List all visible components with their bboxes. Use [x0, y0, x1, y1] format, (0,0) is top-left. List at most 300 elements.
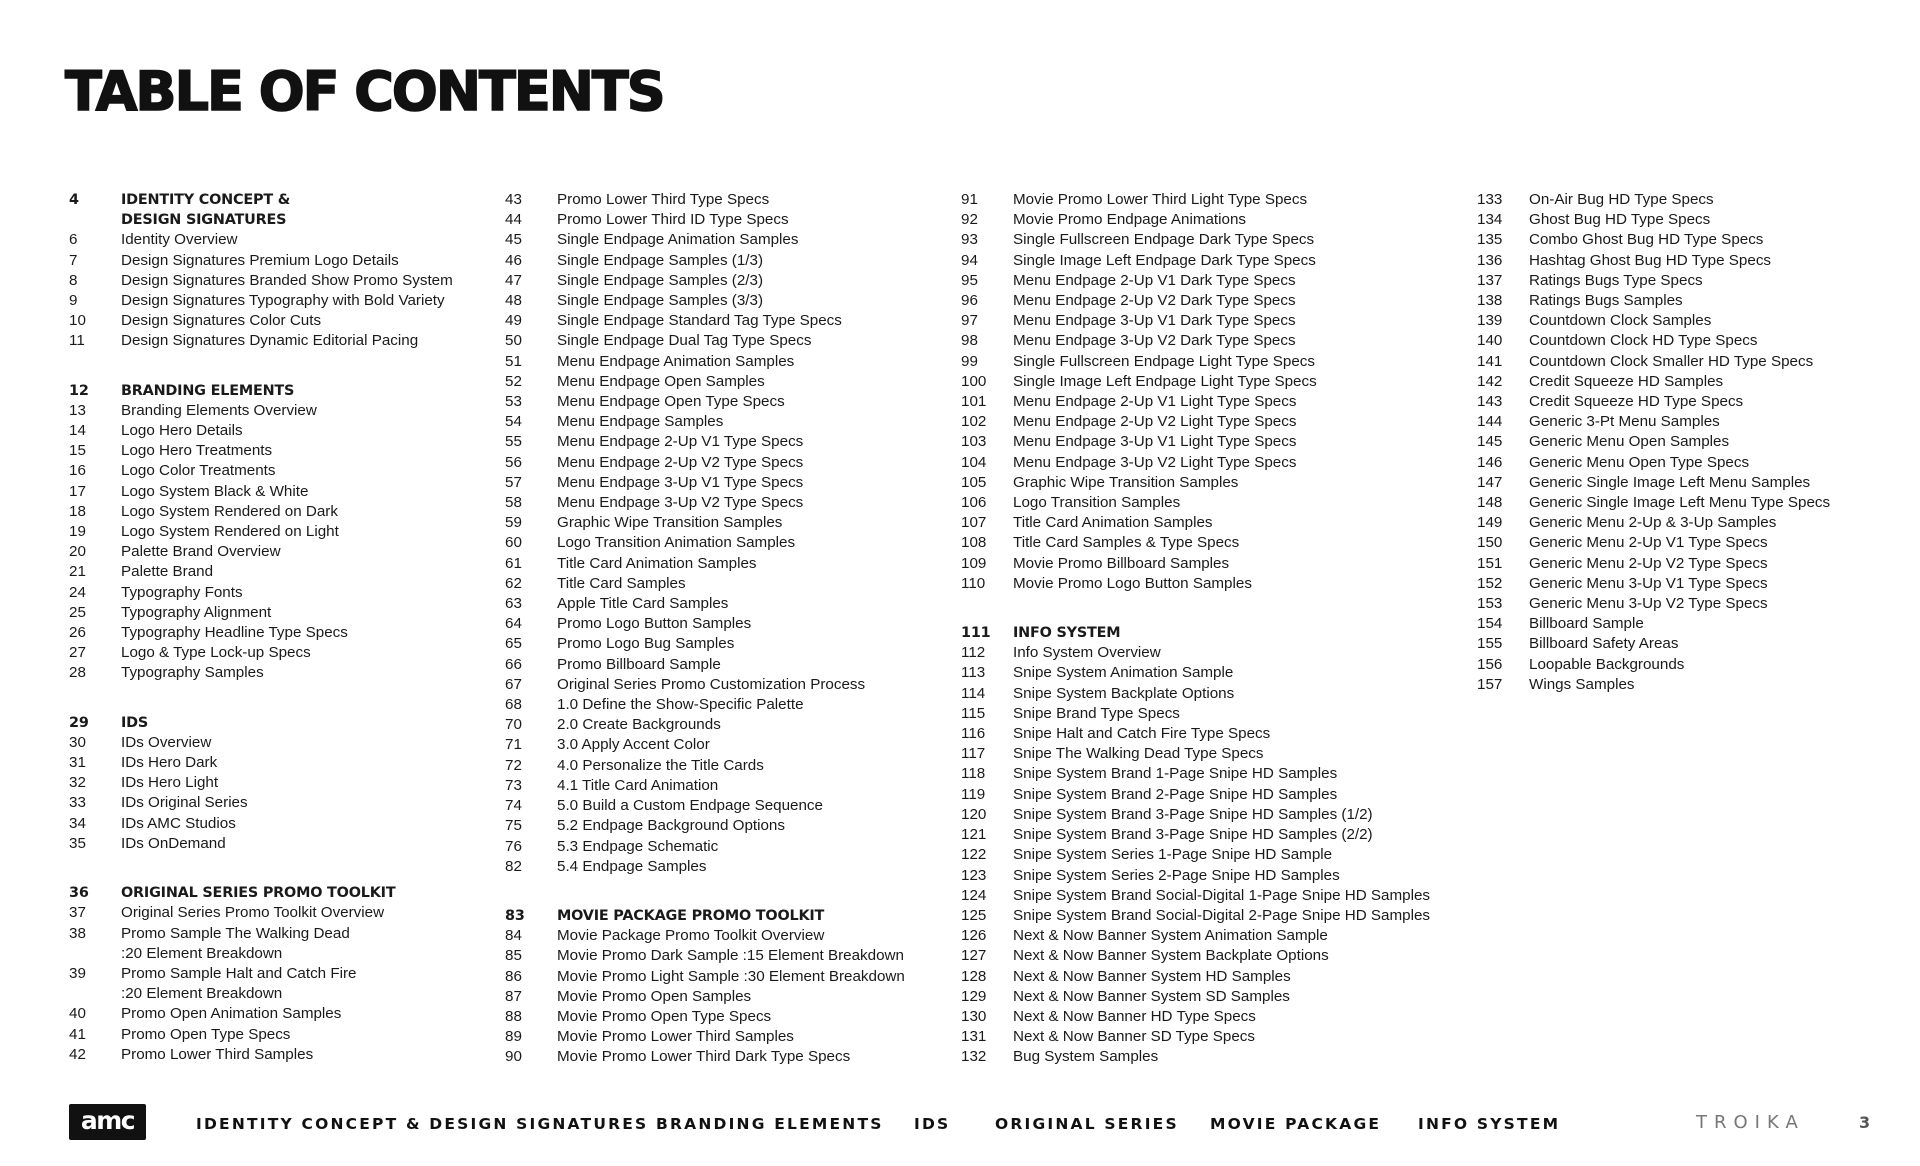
toc-entry[interactable]	[505, 655, 905, 675]
toc-entry[interactable]	[961, 190, 1430, 210]
toc-page-number: 26	[69, 624, 86, 642]
toc-entry[interactable]	[505, 210, 905, 230]
toc-page-number: 71	[505, 736, 522, 754]
toc-entry[interactable]	[505, 926, 905, 946]
toc-entry[interactable]	[961, 352, 1430, 372]
toc-entry[interactable]	[69, 814, 453, 834]
toc-entry[interactable]	[505, 756, 905, 776]
toc-entry[interactable]	[961, 724, 1430, 744]
toc-entry-title: Movie Promo Open Type Specs	[557, 1007, 772, 1025]
toc-entry[interactable]	[69, 964, 453, 1004]
toc-page-number: 93	[961, 231, 978, 249]
toc-entry-title: Graphic Wipe Transition Samples	[1013, 473, 1239, 491]
toc-entry[interactable]	[69, 643, 453, 663]
toc-page-number: 12	[69, 382, 89, 399]
toc-entry[interactable]	[1477, 432, 1830, 452]
toc-entry-title: 4.0 Personalize the Title Cards	[557, 756, 764, 774]
toc-entry-title: 4.1 Title Card Animation	[557, 776, 719, 794]
toc-page-number: 90	[505, 1048, 522, 1066]
toc-entry[interactable]	[69, 583, 453, 603]
toc-entry[interactable]	[505, 392, 905, 412]
toc-entry[interactable]	[505, 634, 905, 654]
toc-entry-title: Title Card Samples & Type Specs	[1013, 534, 1240, 552]
toc-entry[interactable]	[505, 271, 905, 291]
toc-entry-title: Promo Open Type Specs	[121, 1025, 291, 1043]
toc-page-number: 56	[505, 453, 522, 471]
toc-page-number: 87	[505, 987, 522, 1005]
toc-page-number: 121	[961, 826, 987, 844]
toc-page-number: 53	[505, 393, 522, 411]
toc-entry[interactable]	[961, 946, 1430, 966]
toc-entry-title: Menu Endpage 3-Up V2 Light Type Specs	[1013, 453, 1297, 471]
toc-entry[interactable]	[961, 311, 1430, 331]
nav-identity[interactable]: IDENTITY CONCEPT & DESIGN SIGNATURES	[196, 1115, 649, 1133]
toc-entry[interactable]	[69, 461, 453, 481]
toc-entry[interactable]	[1477, 291, 1830, 311]
toc-entry[interactable]	[961, 513, 1430, 533]
toc-page-number: 152	[1477, 574, 1503, 592]
toc-entry[interactable]	[961, 825, 1430, 845]
toc-page-number: 14	[69, 422, 86, 440]
toc-page-number: 62	[505, 574, 522, 592]
toc-entry[interactable]	[961, 704, 1430, 724]
toc-entry-title: Single Endpage Standard Tag Type Specs	[557, 312, 842, 330]
toc-entry[interactable]	[961, 453, 1430, 473]
toc-entry-title: IDs AMC Studios	[121, 814, 236, 832]
toc-entry-title: Credit Squeeze HD Type Specs	[1529, 393, 1744, 411]
toc-entry[interactable]	[505, 372, 905, 392]
toc-entry[interactable]	[961, 845, 1430, 865]
toc-entry-title: Promo Billboard Sample	[557, 655, 721, 673]
toc-entry[interactable]	[505, 230, 905, 250]
toc-entry[interactable]	[961, 926, 1430, 946]
toc-page-number: 60	[505, 534, 522, 552]
toc-page-number: 99	[961, 352, 978, 370]
footer-nav-bar	[0, 1104, 1920, 1144]
toc-page-number: 141	[1477, 352, 1503, 370]
toc-entry[interactable]	[69, 441, 453, 461]
toc-entry-title: Promo Open Animation Samples	[121, 1005, 342, 1023]
toc-entry[interactable]	[961, 764, 1430, 784]
toc-entry[interactable]	[505, 291, 905, 311]
toc-page-number: 98	[961, 332, 978, 350]
toc-entry[interactable]	[961, 210, 1430, 230]
toc-entry[interactable]	[1477, 554, 1830, 574]
toc-entry-title: Snipe Brand Type Specs	[1013, 704, 1180, 722]
toc-entry[interactable]	[69, 793, 453, 813]
toc-entry[interactable]	[505, 776, 905, 796]
toc-entry[interactable]	[961, 906, 1430, 926]
toc-page-number: 103	[961, 433, 987, 451]
toc-page-number: 67	[505, 675, 522, 693]
toc-entry[interactable]	[505, 412, 905, 432]
toc-entry-title: Snipe System Brand 1-Page Snipe HD Samples	[1013, 765, 1338, 783]
toc-page-number: 32	[69, 774, 86, 792]
toc-entry[interactable]	[69, 482, 453, 502]
toc-entry-title: Menu Endpage 3-Up V1 Dark Type Specs	[1013, 312, 1296, 330]
toc-entry-title: Menu Endpage 2-Up V1 Dark Type Specs	[1013, 271, 1296, 289]
nav-info-system[interactable]: INFO SYSTEM	[1418, 1115, 1561, 1133]
toc-entry[interactable]	[69, 522, 453, 542]
toc-entry[interactable]	[505, 967, 905, 987]
toc-entry[interactable]	[505, 311, 905, 331]
toc-entry[interactable]	[1477, 614, 1830, 634]
toc-entry[interactable]	[1477, 513, 1830, 533]
toc-entry[interactable]	[1477, 533, 1830, 553]
toc-page-number: 124	[961, 886, 987, 904]
toc-entry[interactable]	[961, 987, 1430, 1007]
toc-entry[interactable]	[961, 412, 1430, 432]
toc-entry[interactable]	[69, 623, 453, 643]
toc-entry[interactable]	[1477, 634, 1830, 654]
toc-entry[interactable]	[69, 663, 453, 683]
toc-entry[interactable]	[961, 744, 1430, 764]
toc-entry[interactable]	[505, 837, 905, 857]
toc-section-heading[interactable]	[69, 883, 453, 903]
toc-entry-title: Design Signatures Dynamic Editorial Pacing	[121, 332, 419, 350]
toc-entry-title: Next & Now Banner System HD Samples	[1013, 967, 1291, 985]
toc-section-heading[interactable]	[69, 190, 453, 230]
toc-entry[interactable]	[505, 987, 905, 1007]
toc-entry-title: Typography Headline Type Specs	[121, 624, 348, 642]
toc-entry[interactable]	[505, 473, 905, 493]
toc-page-number: 125	[961, 906, 987, 924]
toc-entry-title: Generic Menu Open Samples	[1529, 433, 1730, 451]
toc-entry-title: IDs OnDemand	[121, 834, 226, 852]
toc-page-number: 112	[961, 644, 986, 662]
amc-logo[interactable]: amc	[69, 1104, 146, 1140]
toc-page-number: 49	[505, 312, 522, 330]
toc-entry-title: Branding Elements Overview	[121, 401, 317, 419]
toc-entry[interactable]	[1477, 574, 1830, 594]
toc-entry[interactable]	[961, 473, 1430, 493]
toc-entry[interactable]	[505, 331, 905, 351]
toc-entry[interactable]	[69, 230, 453, 250]
toc-entry[interactable]	[505, 816, 905, 836]
toc-entry[interactable]	[505, 594, 905, 614]
toc-entry[interactable]	[961, 291, 1430, 311]
toc-entry[interactable]	[505, 695, 905, 715]
toc-page-number: 157	[1477, 675, 1503, 693]
toc-entry[interactable]	[69, 1004, 453, 1024]
toc-page-number: 72	[505, 756, 522, 774]
toc-entry-title: Generic 3-Pt Menu Samples	[1529, 413, 1720, 431]
toc-page-number: 139	[1477, 312, 1503, 330]
toc-page-number: 64	[505, 615, 522, 633]
toc-entry-title: Apple Title Card Samples	[557, 595, 729, 613]
toc-entry[interactable]	[69, 542, 453, 562]
toc-entry[interactable]	[505, 190, 905, 210]
toc-entry[interactable]	[69, 773, 453, 793]
toc-column-3	[961, 190, 1430, 1068]
toc-entry-title: Single Endpage Samples (1/3)	[557, 251, 764, 269]
toc-entry[interactable]	[1477, 453, 1830, 473]
toc-entry[interactable]	[1477, 372, 1830, 392]
toc-page-number: 50	[505, 332, 522, 350]
toc-entry-title: Typography Alignment	[121, 603, 272, 621]
toc-entry[interactable]	[505, 533, 905, 553]
toc-entry[interactable]	[505, 857, 905, 877]
toc-entry-title: Countdown Clock Samples	[1529, 312, 1712, 330]
toc-entry-title: Generic Menu 2-Up & 3-Up Samples	[1529, 514, 1777, 532]
toc-page-number: 84	[505, 927, 522, 945]
toc-entry[interactable]	[69, 502, 453, 522]
toc-entry-title: Snipe System Series 1-Page Snipe HD Sample	[1013, 846, 1333, 864]
toc-entry[interactable]	[505, 251, 905, 271]
toc-page-number: 142	[1477, 372, 1503, 390]
toc-entry[interactable]	[505, 554, 905, 574]
toc-entry-title: 5.3 Endpage Schematic	[557, 837, 719, 855]
toc-page-number: 101	[961, 393, 987, 411]
toc-entry[interactable]	[69, 834, 453, 854]
toc-page-number: 86	[505, 967, 522, 985]
toc-page-number: 13	[69, 401, 86, 419]
toc-page-number: 151	[1477, 554, 1503, 572]
toc-entry-title: Generic Menu 3-Up V2 Type Specs	[1529, 595, 1768, 613]
toc-entry-title: Info System Overview	[1013, 644, 1161, 662]
toc-section-title: MOVIE PACKAGE PROMO TOOLKIT	[557, 907, 825, 924]
toc-entry[interactable]	[961, 493, 1430, 513]
toc-page-number: 146	[1477, 453, 1503, 471]
toc-section-heading[interactable]	[69, 381, 453, 401]
toc-entry[interactable]	[69, 924, 453, 964]
toc-section-title: BRANDING ELEMENTS	[121, 382, 295, 399]
toc-section-heading[interactable]	[961, 623, 1430, 643]
toc-entry[interactable]	[69, 311, 453, 331]
toc-page-number: 117	[961, 745, 986, 763]
toc-entry[interactable]	[961, 392, 1430, 412]
toc-entry[interactable]	[69, 421, 453, 441]
toc-entry[interactable]	[505, 614, 905, 634]
toc-entry[interactable]	[961, 331, 1430, 351]
toc-entry-title: 1.0 Define the Show-Specific Palette	[557, 696, 804, 714]
toc-entry[interactable]	[505, 675, 905, 695]
toc-entry[interactable]	[1477, 493, 1830, 513]
toc-entry-title: Snipe System Animation Sample	[1013, 664, 1234, 682]
toc-page-number: 73	[505, 776, 522, 794]
toc-entry[interactable]	[961, 805, 1430, 825]
toc-page-number: 91	[961, 191, 978, 208]
toc-entry-title: Menu Endpage 2-Up V1 Type Specs	[557, 433, 804, 451]
toc-page-number: 10	[69, 312, 86, 330]
toc-entry[interactable]	[69, 733, 453, 753]
toc-entry[interactable]	[69, 903, 453, 923]
toc-entry-title: Movie Promo Endpage Animations	[1013, 211, 1247, 229]
toc-page-number: 34	[69, 814, 86, 832]
toc-entry[interactable]	[505, 735, 905, 755]
toc-page-number: 68	[505, 696, 522, 714]
toc-page-number: 149	[1477, 514, 1503, 532]
nav-ids[interactable]: IDS	[914, 1115, 951, 1133]
toc-entry-title: Single Endpage Samples (2/3)	[557, 271, 764, 289]
toc-entry[interactable]	[961, 886, 1430, 906]
toc-entry[interactable]	[961, 967, 1430, 987]
toc-entry[interactable]	[505, 432, 905, 452]
toc-entry-title: Single Image Left Endpage Dark Type Specs	[1013, 251, 1316, 269]
toc-page-number: 82	[505, 857, 522, 875]
toc-entry-title: Wings Samples	[1529, 675, 1635, 693]
toc-entry[interactable]	[961, 251, 1430, 271]
toc-entry-title: Menu Endpage Open Samples	[557, 372, 765, 390]
toc-section-heading[interactable]	[69, 713, 453, 733]
toc-entry[interactable]	[961, 230, 1430, 250]
toc-entry[interactable]	[961, 1027, 1430, 1047]
nav-movie-package[interactable]: MOVIE PACKAGE	[1210, 1115, 1382, 1133]
toc-entry[interactable]	[505, 1007, 905, 1027]
toc-page-number: 102	[961, 413, 987, 431]
toc-entry-title: Menu Endpage Samples	[557, 413, 724, 431]
toc-entry[interactable]	[961, 271, 1430, 291]
toc-entry[interactable]	[69, 1025, 453, 1045]
toc-page-number: 107	[961, 514, 987, 532]
toc-page-number: 133	[1477, 191, 1503, 208]
toc-entry[interactable]	[1477, 392, 1830, 412]
toc-page-number: 17	[69, 482, 86, 500]
toc-page-number: 8	[69, 271, 78, 289]
toc-entry-title: Snipe System Brand 3-Page Snipe HD Samples (1/2)	[1013, 805, 1373, 823]
toc-page-number: 38	[69, 924, 86, 942]
toc-entry[interactable]	[961, 533, 1430, 553]
toc-entry[interactable]	[961, 574, 1430, 594]
toc-entry[interactable]	[961, 663, 1430, 683]
toc-entry[interactable]	[1477, 655, 1830, 675]
toc-entry[interactable]	[1477, 412, 1830, 432]
toc-entry[interactable]	[69, 331, 453, 351]
toc-entry[interactable]	[1477, 594, 1830, 614]
toc-entry-title: Single Endpage Dual Tag Type Specs	[557, 332, 812, 350]
toc-entry[interactable]	[961, 1007, 1430, 1027]
toc-entry-title: Single Image Left Endpage Light Type Specs	[1013, 372, 1317, 390]
toc-entry[interactable]	[69, 753, 453, 773]
toc-entry-title: Typography Fonts	[121, 583, 243, 601]
toc-entry-title: Title Card Samples	[557, 574, 686, 592]
toc-page-number: 76	[505, 837, 522, 855]
toc-section-heading[interactable]	[505, 906, 905, 926]
toc-entry[interactable]	[505, 1047, 905, 1067]
toc-page-number: 15	[69, 442, 86, 460]
toc-page-number: 33	[69, 794, 86, 812]
toc-page-number: 123	[961, 866, 987, 884]
nav-original-series[interactable]: ORIGINAL SERIES	[995, 1115, 1179, 1133]
toc-entry-title: Menu Endpage 3-Up V1 Type Specs	[557, 473, 804, 491]
toc-page-number: 44	[505, 211, 522, 229]
toc-entry[interactable]	[1477, 230, 1830, 250]
toc-entry[interactable]	[1477, 190, 1830, 210]
toc-entry[interactable]	[505, 493, 905, 513]
nav-branding[interactable]: BRANDING ELEMENTS	[656, 1115, 884, 1133]
toc-entry-title: Billboard Safety Areas	[1529, 635, 1679, 653]
toc-entry[interactable]	[1477, 251, 1830, 271]
toc-page-number: 143	[1477, 393, 1503, 411]
toc-entry[interactable]	[69, 401, 453, 421]
toc-page-number: 59	[505, 514, 522, 532]
toc-entry[interactable]	[69, 291, 453, 311]
toc-page-number: 138	[1477, 292, 1503, 310]
page-number: 3	[1859, 1113, 1871, 1132]
toc-entry[interactable]	[1477, 311, 1830, 331]
troika-logo: TROIKA	[1696, 1112, 1805, 1133]
toc-entry-title: Movie Promo Lower Third Light Type Specs	[1013, 191, 1308, 208]
toc-entry-title: Promo Lower Third Samples	[121, 1045, 314, 1063]
toc-entry[interactable]	[69, 1045, 453, 1065]
toc-entry-title: Promo Logo Bug Samples	[557, 635, 735, 653]
toc-entry[interactable]	[505, 453, 905, 473]
toc-entry[interactable]	[505, 352, 905, 372]
toc-page-number: 55	[505, 433, 522, 451]
toc-page-number: 92	[961, 211, 978, 229]
toc-page-number: 4	[69, 192, 79, 208]
toc-entry[interactable]	[1477, 352, 1830, 372]
toc-entry[interactable]	[505, 513, 905, 533]
toc-section-title: INFO SYSTEM	[1013, 625, 1121, 642]
toc-page-number: 127	[961, 947, 987, 965]
toc-page-number: 105	[961, 473, 987, 491]
toc-entry[interactable]	[505, 715, 905, 735]
toc-entry-title: Snipe The Walking Dead Type Specs	[1013, 745, 1264, 763]
toc-entry-title: Logo System Rendered on Dark	[121, 502, 338, 520]
toc-page-number: 114	[961, 684, 986, 702]
toc-page-number: 18	[69, 502, 86, 520]
toc-entry-title: Single Endpage Animation Samples	[557, 231, 799, 249]
toc-entry[interactable]	[505, 796, 905, 816]
toc-entry[interactable]	[961, 785, 1430, 805]
toc-page-number: 132	[961, 1048, 987, 1066]
toc-page-number: 46	[505, 251, 522, 269]
toc-entry[interactable]	[961, 1047, 1430, 1067]
toc-entry-title: Movie Promo Lower Third Samples	[557, 1028, 794, 1046]
toc-entry[interactable]	[69, 271, 453, 291]
toc-entry[interactable]	[961, 866, 1430, 886]
toc-page-number: 48	[505, 292, 522, 310]
toc-entry[interactable]	[961, 684, 1430, 704]
toc-entry-title: Logo Transition Samples	[1013, 494, 1181, 512]
toc-entry[interactable]	[1477, 331, 1830, 351]
toc-page-number: 144	[1477, 413, 1503, 431]
toc-entry-title: Movie Promo Billboard Samples	[1013, 554, 1230, 572]
toc-entry-title: Logo System Rendered on Light	[121, 523, 339, 541]
toc-entry[interactable]	[961, 372, 1430, 392]
toc-entry-title: Promo Sample Halt and Catch Fire :20 Element Breakdown	[121, 964, 357, 1003]
toc-entry[interactable]	[1477, 210, 1830, 230]
toc-page-number: 29	[69, 714, 89, 731]
toc-entry-title: Movie Package Promo Toolkit Overview	[557, 927, 825, 945]
toc-page-number: 25	[69, 603, 86, 621]
toc-entry[interactable]	[961, 432, 1430, 452]
toc-entry-title: Snipe System Brand Social-Digital 1-Page Snipe HD Samples	[1013, 886, 1431, 904]
toc-entry-title: Combo Ghost Bug HD Type Specs	[1529, 231, 1764, 249]
toc-page-number: 95	[961, 271, 978, 289]
toc-entry[interactable]	[1477, 473, 1830, 493]
toc-page-number: 155	[1477, 635, 1503, 653]
toc-entry[interactable]	[505, 1027, 905, 1047]
toc-page-number: 24	[69, 583, 86, 601]
toc-entry-title: Promo Sample The Walking Dead :20 Element Breakdown	[121, 924, 350, 962]
toc-entry[interactable]	[961, 643, 1430, 663]
toc-entry[interactable]	[69, 562, 453, 582]
toc-page-number: 136	[1477, 251, 1503, 269]
toc-entry[interactable]	[961, 554, 1430, 574]
toc-entry[interactable]	[69, 603, 453, 623]
toc-page-number: 58	[505, 494, 522, 512]
toc-entry-title: Next & Now Banner System SD Samples	[1013, 987, 1290, 1005]
toc-entry[interactable]	[69, 251, 453, 271]
toc-entry[interactable]	[1477, 271, 1830, 291]
toc-entry-title: Credit Squeeze HD Samples	[1529, 372, 1724, 390]
toc-entry[interactable]	[1477, 675, 1830, 695]
toc-entry[interactable]	[505, 574, 905, 594]
toc-entry[interactable]	[505, 946, 905, 966]
toc-page-number: 156	[1477, 655, 1503, 673]
